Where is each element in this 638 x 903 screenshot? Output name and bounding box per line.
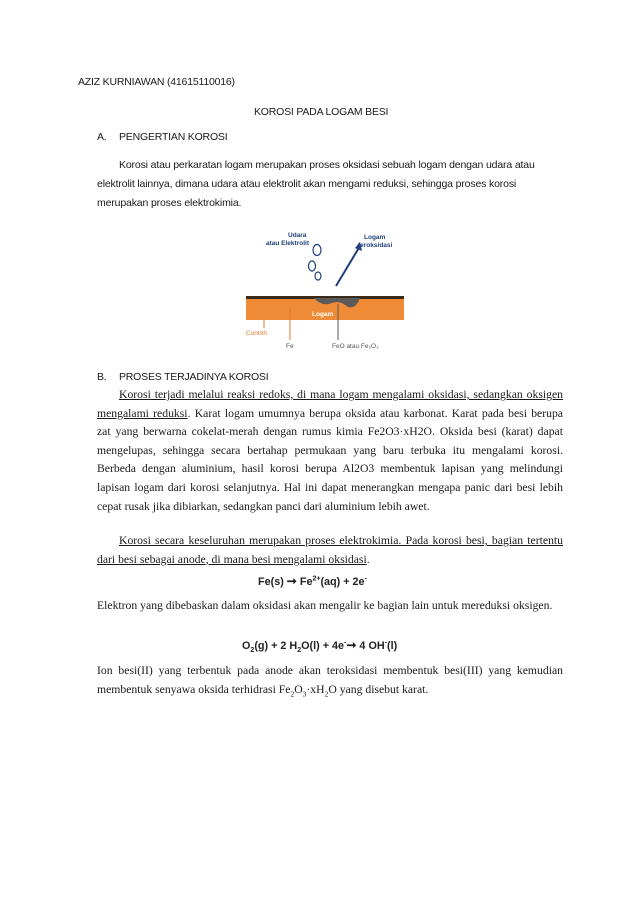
label-udara-1: Udara <box>288 232 307 239</box>
eq2-o: O <box>242 640 251 652</box>
equation-2 <box>242 638 397 654</box>
eq2-d: 4 OH <box>356 640 385 652</box>
p4-sub3: 2 <box>324 688 329 698</box>
eq1-arrow: ➞ <box>286 574 297 588</box>
section-b-number: B. <box>97 371 107 383</box>
eq2-sup2: - <box>384 639 387 647</box>
section-b-paragraph-4 <box>97 662 563 704</box>
p2-rest: . <box>366 552 370 566</box>
label-logam-oks-1: Logam <box>364 234 386 241</box>
document-title: KOROSI PADA LOGAM BESI <box>254 106 389 118</box>
equation-1 <box>258 574 367 588</box>
section-b-paragraph-2 <box>97 532 563 569</box>
p4-a: Ion besi(II) yang terbentuk pada anode akan teroksidasi membentuk besi(III) yang kemudian membentuk senyawa oksida terhidrasi Fe <box>97 664 563 696</box>
eq2-sup1: - <box>344 639 347 647</box>
eq1-right: (aq) + 2e <box>320 576 365 588</box>
label-contoh: Contoh <box>246 330 267 337</box>
droplet-2 <box>309 261 316 271</box>
p4-sub2: 3 <box>302 688 307 698</box>
p4-c: ·xH <box>306 682 325 696</box>
eq2-b: (g) + 2 H <box>254 640 298 652</box>
author-line: AZIZ KURNIAWAN (41615110016) <box>78 76 235 88</box>
eq2-e: (l) <box>386 640 398 652</box>
droplet-1 <box>313 245 321 256</box>
p4-sub1: 2 <box>290 688 295 698</box>
eq1-electron-charge: - <box>364 575 367 583</box>
p2-underlined: Korosi secara keseluruhan merupakan proses elektrokimia. Pada korosi besi, bagian tertentu dari besi sebagai anode, di mana besi mengalami oksidasi <box>97 534 563 566</box>
section-a-title: PENGERTIAN KOROSI <box>119 131 228 143</box>
eq2-c: O(l) + 4e <box>301 640 345 652</box>
label-logam-oks-2: teroksidasi <box>358 242 393 249</box>
label-fe: Fe <box>286 343 294 350</box>
p1-rest: . Karat logam umumnya berupa oksida atau karbonat. Karat pada besi berupa zat yang berwarna cokelat-merah dengan rumus kimia Fe2O3·xH2O. Oksida besi (karat) dapat mengelupas, sehingga secara bertahap permukaan yang baru terbuka itu mengalami korosi. Berbeda dengan aluminium, hasil korosi berupa Al2O3 membentuk lapisan yang melindungi lapisan logam dari korosi selanjutnya. Hal ini dapat menerangkan mengapa panic dari besi lebih cepat rusak jika dibiarkan, sedangkan panci dari aluminium lebih awet. <box>97 406 563 513</box>
label-logam: Logam <box>312 311 334 318</box>
eq1-left: Fe(s) <box>258 576 284 588</box>
eq2-sub1: 2 <box>250 647 255 655</box>
section-b-heading <box>97 371 268 383</box>
section-a-number: A. <box>97 131 107 143</box>
section-a-heading <box>97 131 227 143</box>
section-b-paragraph-3: Elektron yang dibebaskan dalam oksidasi akan mengalir ke bagian lain untuk mereduksi oksigen. <box>97 599 553 612</box>
oxidation-arrow-line <box>336 246 360 286</box>
section-b-title: PROSES TERJADINYA KOROSI <box>119 371 269 383</box>
eq2-arrow: ➞ <box>346 638 357 652</box>
label-feo: FeO atau Fe₂O₃ <box>332 343 379 350</box>
eq1-charge: 2+ <box>312 575 321 583</box>
label-udara-2: atau Elektrolit <box>266 240 309 247</box>
corrosion-diagram <box>236 224 408 354</box>
eq1-fe: Fe <box>299 576 313 588</box>
eq2-sub2: 2 <box>297 647 302 655</box>
p4-d: O yang disebut karat. <box>328 682 429 696</box>
section-a-paragraph: Korosi atau perkaratan logam merupakan proses oksidasi sebuah logam dengan udara atau elektrolit lainnya, dimana udara atau elektrolit akan mengami reduksi, sehingga proses korosi merupakan proses elektrokimia. <box>97 159 535 209</box>
p4-b: O <box>294 682 303 696</box>
section-b-paragraph-1 <box>97 386 563 516</box>
p1-underlined: Korosi terjadi melalui reaksi redoks, di mana logam mengalami oksidasi, sedangkan oksigen mengalami reduksi <box>97 388 563 420</box>
droplet-3 <box>315 272 321 280</box>
